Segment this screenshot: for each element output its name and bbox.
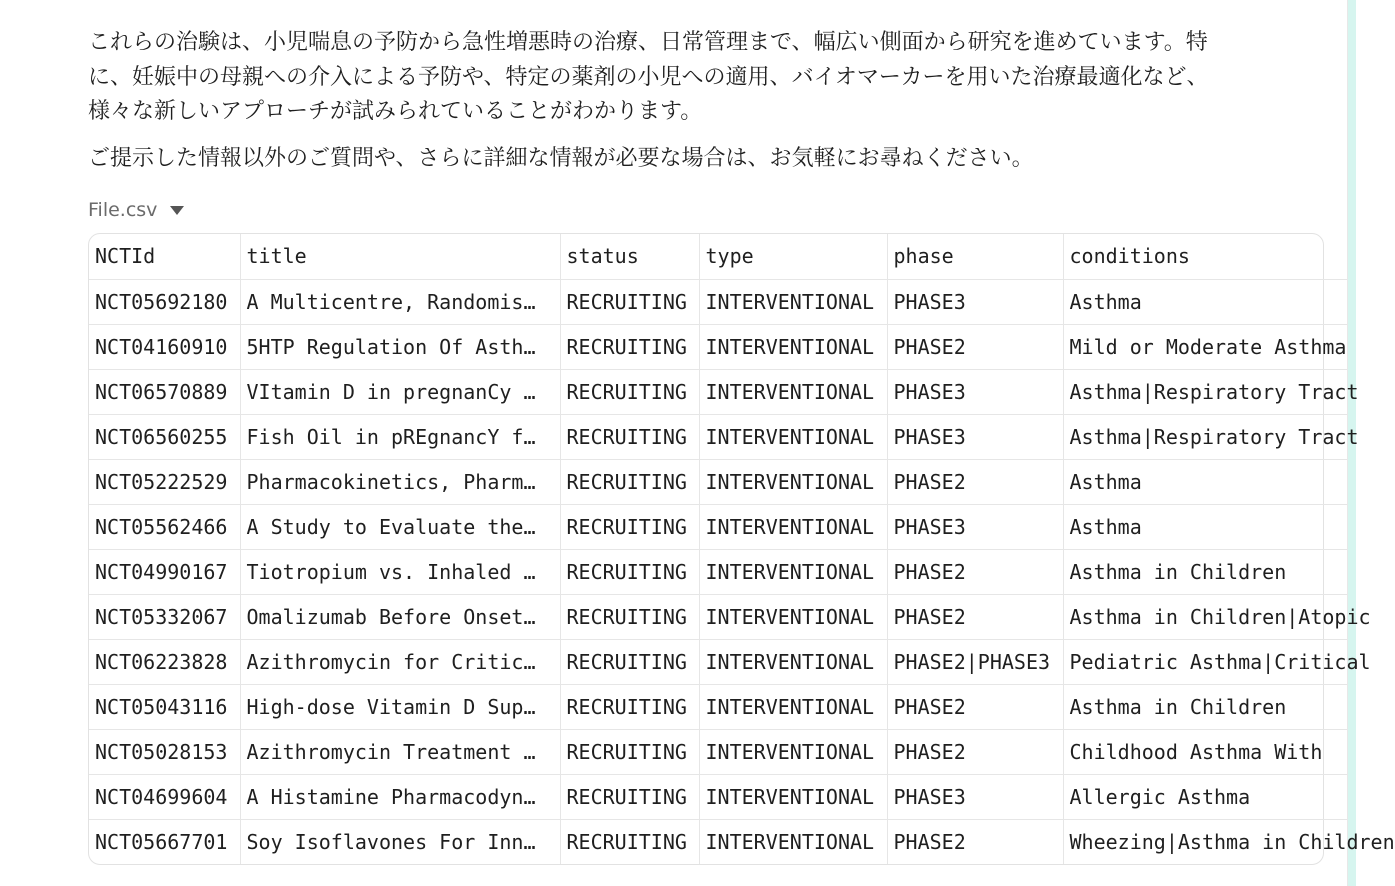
cell-nctid: NCT05028153 [89,729,240,774]
table-row [89,549,1347,594]
cell-nctid: NCT04990167 [89,549,240,594]
table-row [89,594,1347,639]
table-row [89,729,1347,774]
cell-phase: PHASE3 [887,504,1063,549]
cell-type: INTERVENTIONAL [699,774,887,819]
cell-title: Fish Oil in pREgnancY f… [240,414,560,459]
cell-type: INTERVENTIONAL [699,684,887,729]
cell-conditions: Childhood Asthma With [1063,729,1347,774]
table-row [89,504,1347,549]
cell-conditions: Asthma in Children [1063,684,1347,729]
cell-conditions: Mild or Moderate Asthma [1063,324,1347,369]
cell-title: VItamin D in pregnanCy … [240,369,560,414]
table-row [89,414,1347,459]
cell-nctid: NCT05222529 [89,459,240,504]
column-header-phase[interactable]: phase [887,234,1063,279]
cell-type: INTERVENTIONAL [699,369,887,414]
cell-nctid: NCT04160910 [89,324,240,369]
cell-status: RECRUITING [560,684,699,729]
cell-title: A Multicentre, Randomis… [240,279,560,324]
cell-type: INTERVENTIONAL [699,459,887,504]
cell-type: INTERVENTIONAL [699,504,887,549]
cell-conditions: Asthma [1063,279,1347,324]
cell-status: RECRUITING [560,504,699,549]
file-name: File.csv [88,199,158,221]
assistant-message [88,26,1324,224]
cell-phase: PHASE2|PHASE3 [887,639,1063,684]
csv-table [89,234,1395,864]
cell-type: INTERVENTIONAL [699,594,887,639]
column-header-title[interactable]: title [240,234,560,279]
table-row [89,279,1347,324]
cell-nctid: NCT06570889 [89,369,240,414]
cell-phase: PHASE2 [887,459,1063,504]
cell-title: Omalizumab Before Onset… [240,594,560,639]
cell-conditions: Asthma in Children|Atopic [1063,594,1347,639]
cell-title: Azithromycin for Critic… [240,639,560,684]
cell-phase: PHASE2 [887,324,1063,369]
cell-type: INTERVENTIONAL [699,414,887,459]
cell-status: RECRUITING [560,369,699,414]
cell-nctid: NCT06560255 [89,414,240,459]
cell-nctid: NCT05562466 [89,504,240,549]
cell-title: High-dose Vitamin D Sup… [240,684,560,729]
cell-title: A Study to Evaluate the… [240,504,560,549]
cell-phase: PHASE2 [887,819,1063,864]
cell-phase: PHASE2 [887,549,1063,594]
cell-status: RECRUITING [560,819,699,864]
cell-phase: PHASE3 [887,414,1063,459]
cell-conditions: Allergic Asthma [1063,774,1347,819]
cell-title: Pharmacokinetics, Pharm… [240,459,560,504]
column-header-conditions[interactable]: conditions [1063,234,1347,279]
csv-table-container[interactable] [88,233,1395,865]
cell-status: RECRUITING [560,594,699,639]
cell-type: INTERVENTIONAL [699,279,887,324]
cell-nctid: NCT04699604 [89,774,240,819]
column-header-type[interactable]: type [699,234,887,279]
cell-status: RECRUITING [560,324,699,369]
cell-nctid: NCT05332067 [89,594,240,639]
cell-conditions: Asthma|Respiratory Tract [1063,414,1347,459]
file-toggle[interactable] [88,196,1324,224]
cell-nctid: NCT06223828 [89,639,240,684]
table-row [89,819,1347,864]
cell-status: RECRUITING [560,279,699,324]
cell-title: 5HTP Regulation Of Asth… [240,324,560,369]
cell-title: Tiotropium vs. Inhaled … [240,549,560,594]
cell-type: INTERVENTIONAL [699,819,887,864]
table-row [89,459,1347,504]
cell-conditions: Asthma|Respiratory Tract [1063,369,1347,414]
cell-conditions: Pediatric Asthma|Critical [1063,639,1347,684]
cell-status: RECRUITING [560,639,699,684]
cell-conditions: Asthma [1063,504,1347,549]
caret-down-icon[interactable] [170,206,184,215]
cell-conditions: Asthma [1063,459,1347,504]
table-row [89,369,1347,414]
cell-title: Soy Isoflavones For Inn… [240,819,560,864]
cell-phase: PHASE2 [887,594,1063,639]
column-header-status[interactable]: status [560,234,699,279]
cell-phase: PHASE3 [887,279,1063,324]
table-row [89,324,1347,369]
cell-type: INTERVENTIONAL [699,549,887,594]
table-row [89,774,1347,819]
cell-phase: PHASE3 [887,369,1063,414]
table-row [89,639,1347,684]
message-paragraph-1: これらの治験は、小児喘息の予防から急性増悪時の治療、日常管理まで、幅広い側面から研究を進めています。特 に、妊娠中の母親への介入による予防や、特定の薬剤の小児への適用、バイオマーカーを用いた治療最適化など、 様々な新しいアプローチが試みられていることがわかります。 [88,30,1209,124]
table-row [89,684,1347,729]
cell-nctid: NCT05667701 [89,819,240,864]
cell-nctid: NCT05692180 [89,279,240,324]
cell-title: Azithromycin Treatment … [240,729,560,774]
cell-nctid: NCT05043116 [89,684,240,729]
cell-status: RECRUITING [560,459,699,504]
cell-status: RECRUITING [560,774,699,819]
cell-status: RECRUITING [560,729,699,774]
column-header-nctid[interactable]: NCTId [89,234,240,279]
cell-conditions: Asthma in Children [1063,549,1347,594]
cell-phase: PHASE2 [887,729,1063,774]
cell-conditions: Wheezing|Asthma in Children [1069,829,1395,854]
cell-title: A Histamine Pharmacodyn… [240,774,560,819]
cell-status: RECRUITING [560,414,699,459]
cell-type: INTERVENTIONAL [699,324,887,369]
message-paragraph-2: ご提示した情報以外のご質問や、さらに詳細な情報が必要な場合は、お気軽にお尋ねください。 [88,145,1034,171]
table-body [89,279,1395,864]
cell-type: INTERVENTIONAL [699,639,887,684]
cell-status: RECRUITING [560,549,699,594]
cell-phase: PHASE3 [887,774,1063,819]
cell-type: INTERVENTIONAL [699,729,887,774]
table-header-row [89,234,1347,279]
cell-phase: PHASE2 [887,684,1063,729]
